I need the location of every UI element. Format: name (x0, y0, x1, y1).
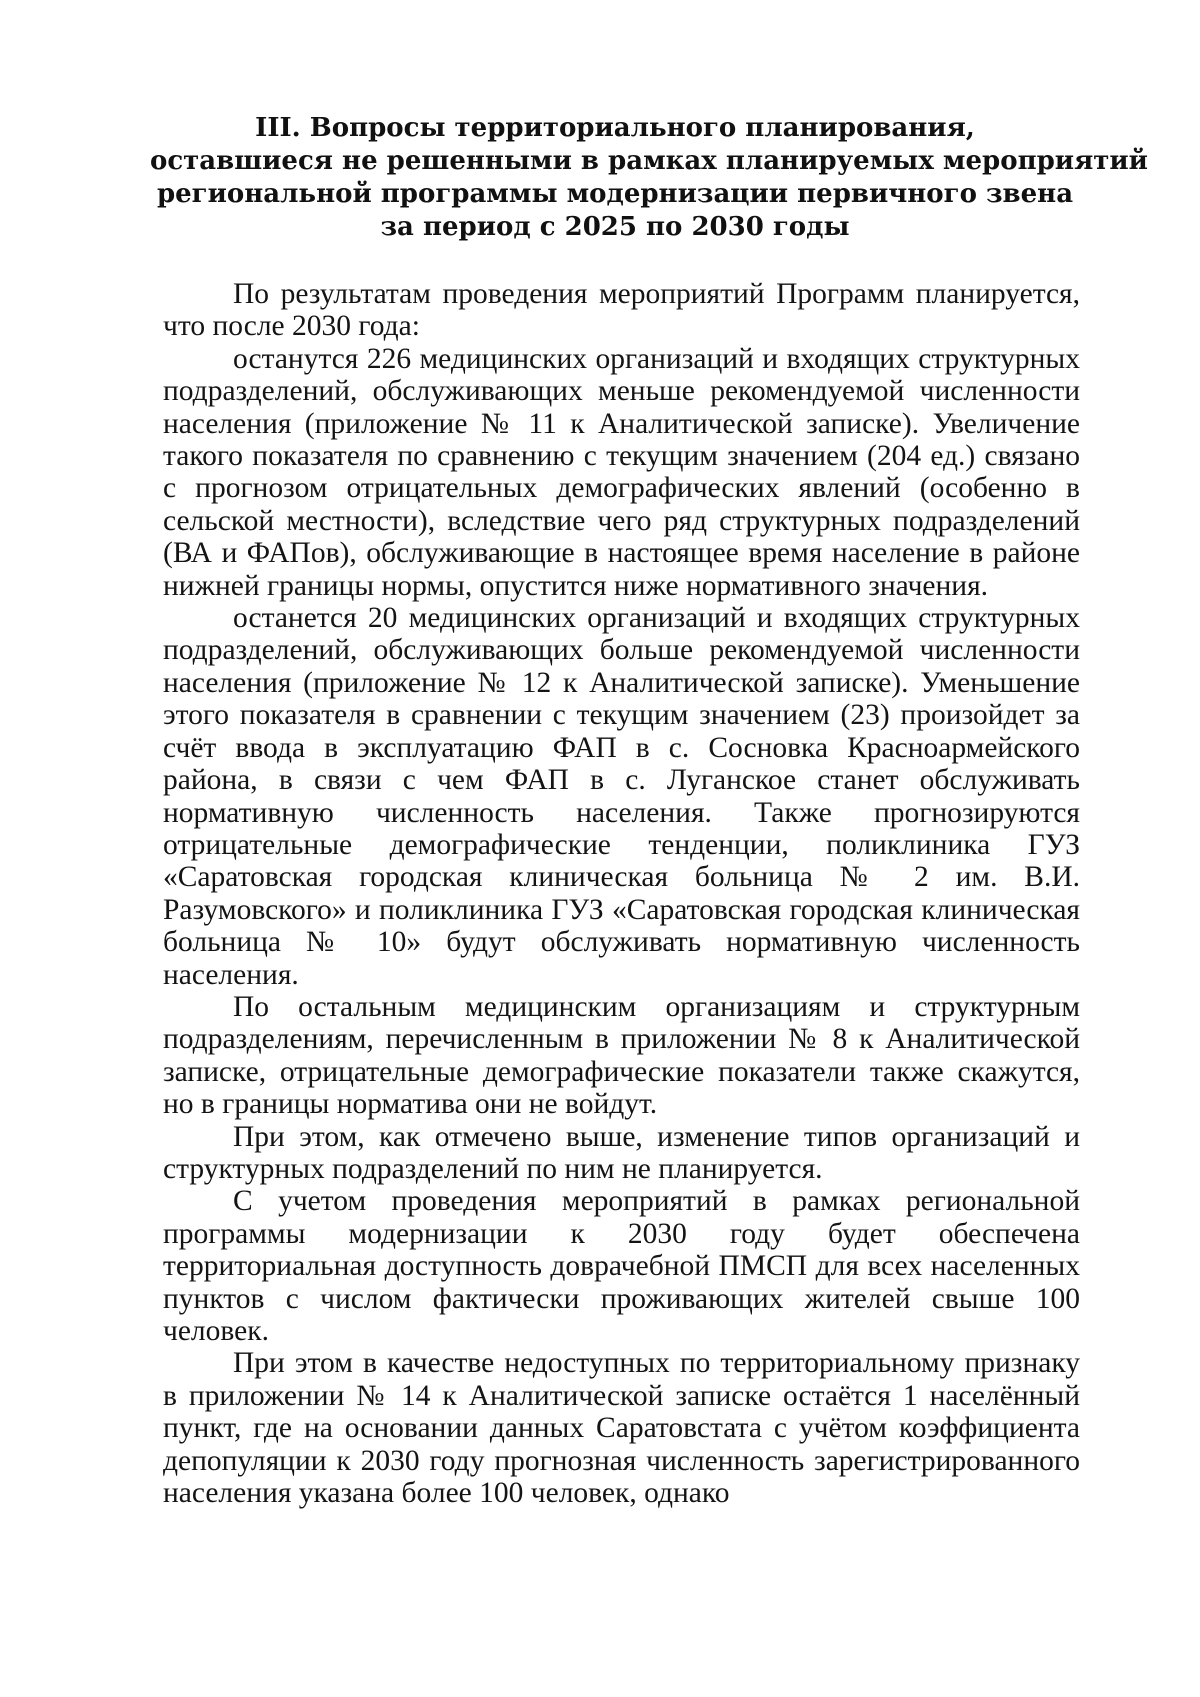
paragraph-inaccessible-settlements: При этом в качестве недоступных по территориальному признаку в приложении № 14 к Аналитической записке остаётся 1 населённый пункт, где на основании данных Саратовстата с учётом коэффициента депопуляции к 2030 году прогнозная численность зарегистрированного населения указана более 100 человек, однако (163, 1347, 1080, 1510)
heading-line: оставшиеся не решенными в рамках планируемых мероприятий (150, 146, 1148, 176)
heading-line: III. Вопросы территориального планирования, (255, 113, 975, 143)
heading-line: региональной программы модернизации первичного звена (156, 179, 1074, 209)
heading-line: за период с 2025 по 2030 годы (380, 212, 850, 242)
paragraph-other-organizations: По остальным медицинским организациям и структурным подразделениям, перечисленным в приложении № 8 к Аналитической записке, отрицательные демографические показатели также скажутся, но в границы норматива они не войдут. (163, 990, 1080, 1121)
document-body (163, 278, 1080, 1509)
paragraph-accessibility: С учетом проведения мероприятий в рамках региональной программы модернизации к 2030 году будет обеспечена территориальная доступность доврачебной ПМСП для всех населенных пунктов с числом фактически проживающих жителей свыше 100 человек. (163, 1185, 1080, 1347)
paragraph-type-changes: При этом, как отмечено выше, изменение типов организаций и структурных подразделений по ним не планируется. (163, 1120, 1080, 1185)
section-heading (150, 112, 1148, 244)
paragraph-more-population: останется 20 медицинских организаций и входящих структурных подразделений, обслуживающих больше рекомендуемой численности населения (приложение № 12 к Аналитической записке). Уменьшение этого показателя в сравнении с текущим значением (23) произойдет за счёт ввода в эксплуатацию ФАП в с. Сосновка Красноармейского района, в связи с чем ФАП в с. Луганское станет обслуживать нормативную численность населения. Также прогнозируются отрицательные демографические тенденции, поликлиника ГУЗ «Саратовская городская клиническая больница № 2 им. В.И. Разумовского» и поликлиника ГУЗ «Саратовская городская клиническая больница № 10» будут обслуживать нормативную численность населения. (163, 602, 1080, 991)
paragraph-intro: По результатам проведения мероприятий Программ планируется, что после 2030 года: (163, 278, 1080, 343)
paragraph-fewer-population: останутся 226 медицинских организаций и входящих структурных подразделений, обслуживающих меньше рекомендуемой численности населения (приложение № 11 к Аналитической записке). Увеличение такого показателя по сравнению с текущим значением (204 ед.) связано с прогнозом отрицательных демографических явлений (особенно в сельской местности), вследствие чего ряд структурных подразделений (ВА и ФАПов), обслуживающие в настоящее время население в районе нижней границы нормы, опустится ниже нормативного значения. (163, 342, 1080, 602)
